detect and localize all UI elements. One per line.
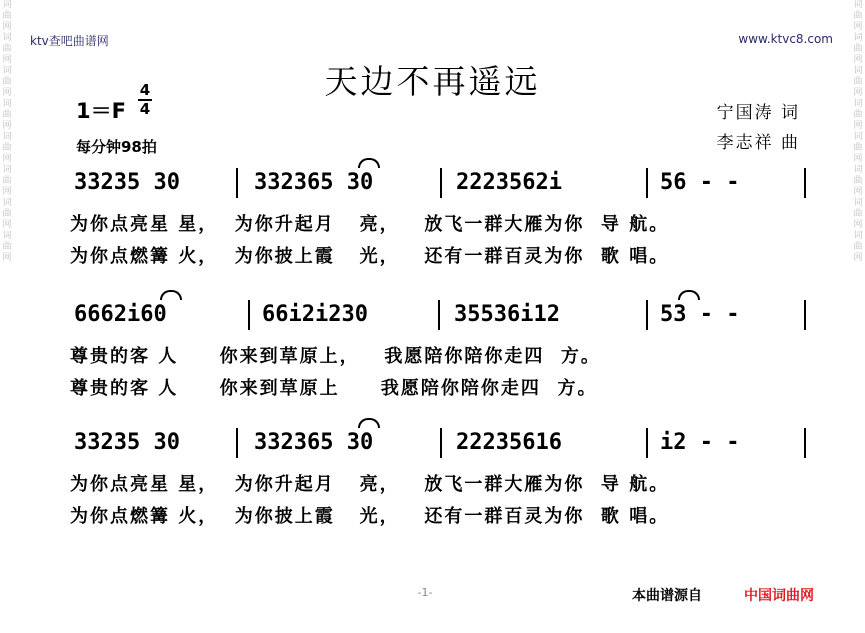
bar-line — [646, 300, 648, 330]
bar-line — [804, 168, 806, 198]
system-2 — [70, 302, 810, 412]
bar-line — [804, 300, 806, 330]
source-label: 本曲谱源自 — [632, 588, 702, 604]
slur-mark — [160, 290, 182, 300]
slur-mark — [358, 158, 380, 168]
time-denominator: 4 — [139, 100, 151, 118]
measure-4: 56 - - — [660, 170, 740, 195]
system-1 — [70, 170, 810, 280]
watermark-site-name: ktv查吧曲谱网 — [30, 34, 109, 48]
key-signature: 1＝F — [76, 99, 126, 123]
source-site-link[interactable]: 中国词曲网 — [744, 588, 814, 604]
page-number: -1- — [417, 586, 433, 599]
measure-1: 33235 30 — [74, 170, 180, 195]
bar-line — [646, 168, 648, 198]
lyrics-verse-1: 为你点亮星 星， 为你升起月 亮， 放飞一群大雁为你 导 航。 — [70, 474, 670, 495]
bar-line — [440, 168, 442, 198]
lyrics-verse-1: 尊贵的客 人 你来到草原上， 我愿陪你陪你走四 方。 — [70, 346, 601, 367]
right-watermark-strip: 词曲网词曲网词曲网词曲网词曲网词曲网词曲网词曲网 — [853, 0, 863, 263]
measure-4: i2 - - — [660, 430, 740, 455]
song-title: 天边不再遥远 — [324, 62, 541, 101]
measure-2: 332365 30 — [254, 170, 374, 195]
measure-3: 2223562i — [456, 170, 562, 195]
lyrics-verse-1: 为你点亮星 星， 为你升起月 亮， 放飞一群大雁为你 导 航。 — [70, 214, 670, 235]
bar-line — [646, 428, 648, 458]
lyrics-verse-2: 为你点燃篝 火， 为你披上霞 光， 还有一群百灵为你 歌 唱。 — [70, 246, 670, 267]
bar-line — [248, 300, 250, 330]
left-watermark-strip: 词曲网词曲网词曲网词曲网词曲网词曲网词曲网词曲网 — [2, 0, 12, 263]
measure-1: 33235 30 — [74, 430, 180, 455]
measure-2: 332365 30 — [254, 430, 374, 455]
watermark-site-url: www.ktvc8.com — [738, 32, 833, 46]
measure-1: 6662i60 — [74, 302, 167, 327]
bar-line — [804, 428, 806, 458]
time-numerator: 4 — [139, 81, 151, 99]
bar-line — [438, 300, 440, 330]
lyrics-verse-2: 尊贵的客 人 你来到草原上 我愿陪你陪你走四 方。 — [70, 378, 598, 399]
lyricist-credit: 宁国涛 词 — [716, 103, 800, 123]
measure-4: 53 - - — [660, 302, 740, 327]
bar-line — [236, 428, 238, 458]
lyrics-verse-2: 为你点燃篝 火， 为你披上霞 光， 还有一群百灵为你 歌 唱。 — [70, 506, 670, 527]
measure-3: 22235616 — [456, 430, 562, 455]
slur-mark — [358, 418, 380, 428]
bar-line — [236, 168, 238, 198]
slur-mark — [678, 290, 700, 300]
measure-2: 66i2i230 — [262, 302, 368, 327]
composer-credit: 李志祥 曲 — [716, 133, 800, 153]
measure-3: 35536i12 — [454, 302, 560, 327]
tempo-marking: 每分钟98拍 — [76, 138, 157, 156]
time-signature — [138, 82, 152, 118]
bar-line — [440, 428, 442, 458]
system-3 — [70, 430, 810, 540]
